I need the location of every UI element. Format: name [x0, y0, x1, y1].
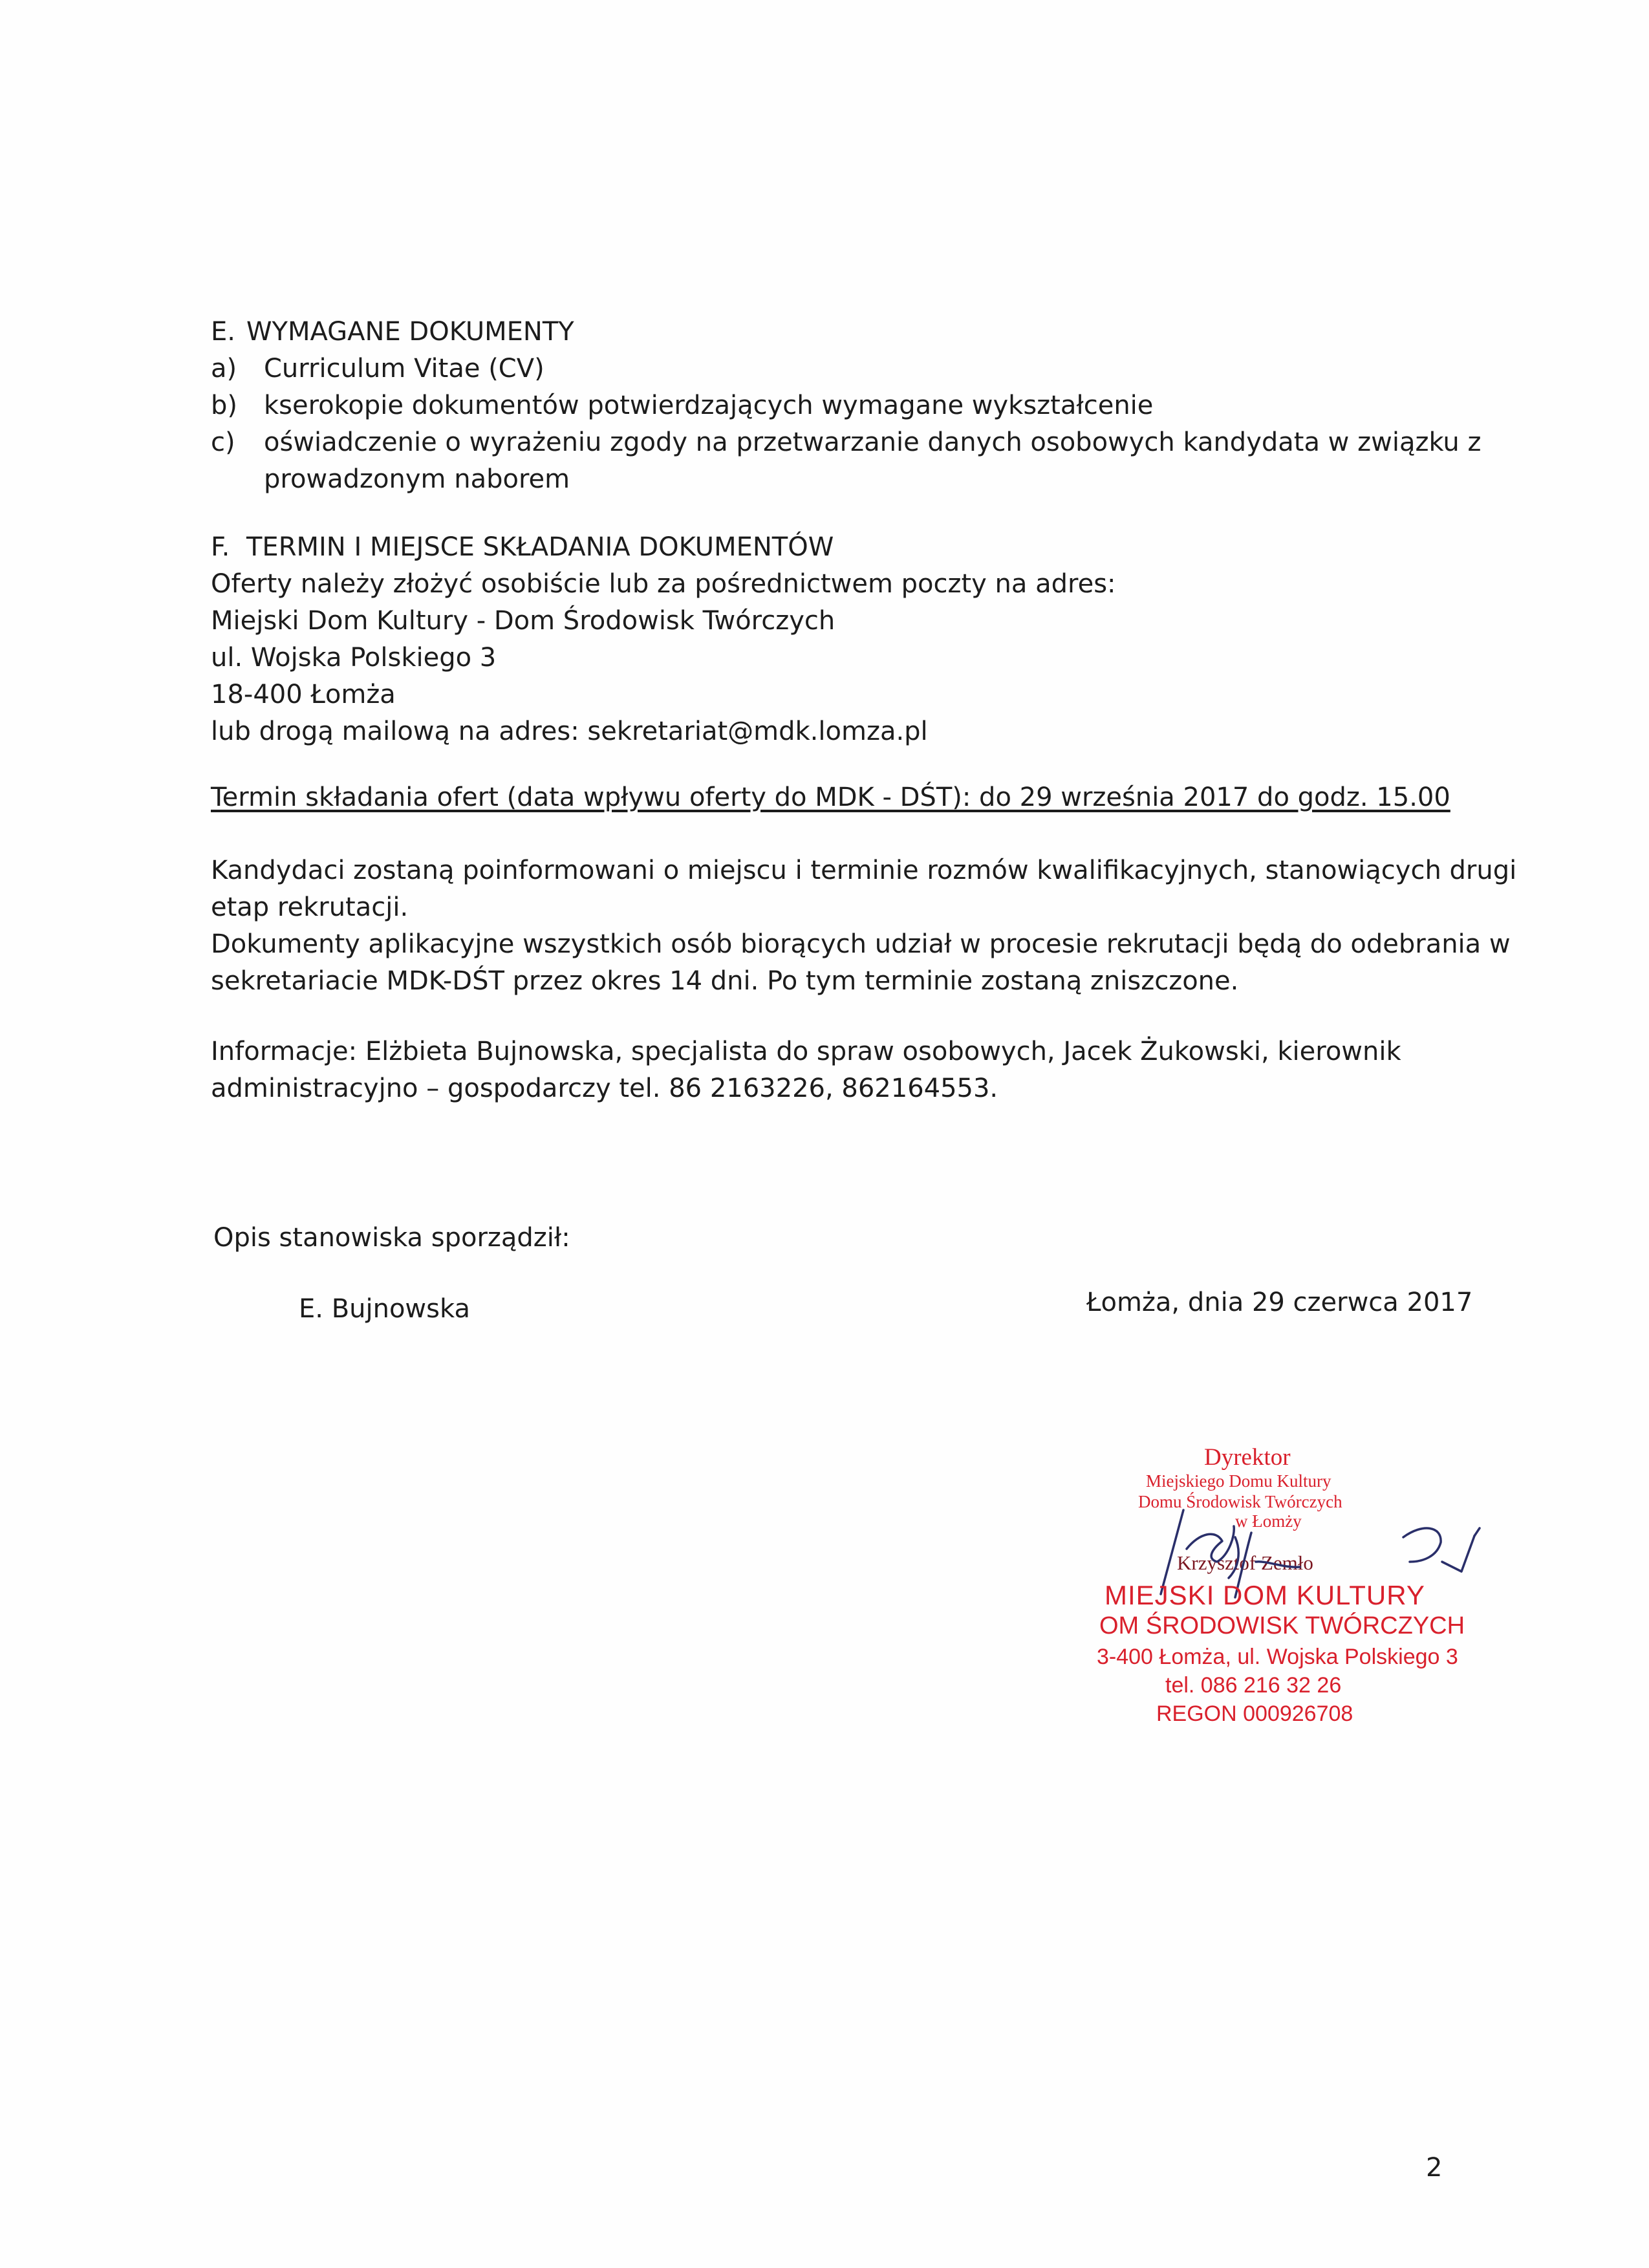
stamp-line: Domu Środowisk Twórczych — [1138, 1492, 1342, 1511]
section-e-label: E. — [211, 317, 235, 347]
section-f-heading — [211, 529, 1116, 566]
section-f — [211, 529, 1116, 750]
stamp-institution-line: OM ŚRODOWISK TWÓRCZYCH — [1099, 1612, 1465, 1639]
stamp-institution-line: MIEJSKI DOM KULTURY — [1105, 1580, 1425, 1610]
list-item — [211, 387, 1481, 424]
stamp-line: w Łomży — [1235, 1511, 1302, 1531]
paragraph-line: sekretariacie MDK-DŚT przez okres 14 dni. Po tym terminie zostaną zniszczone. — [211, 966, 1239, 996]
address-institution: Miejski Dom Kultury - Dom Środowisk Twórczych — [211, 606, 835, 636]
prepared-by-label: Opis stanowiska sporządził: — [213, 1223, 570, 1253]
recruitment-info — [211, 852, 1516, 1000]
section-e-heading — [211, 314, 1481, 351]
paragraph-line: etap rekrutacji. — [211, 892, 409, 922]
section-e — [211, 314, 1481, 498]
page-number: 2 — [1426, 2153, 1443, 2183]
list-item-text: oświadczenie o wyrażeniu zgody na przetwarzanie danych osobowych kandydata w związku z — [264, 427, 1482, 457]
section-e-title: WYMAGANE DOKUMENTY — [246, 317, 574, 347]
stamp-name: Krzysztof Zemło — [1177, 1551, 1313, 1574]
stamp-line: Miejskiego Domu Kultury — [1146, 1471, 1331, 1491]
stamp-institution-line: 3-400 Łomża, ul. Wojska Polskiego 3 — [1097, 1645, 1458, 1669]
place-date: Łomża, dnia 29 czerwca 2017 — [1086, 1288, 1473, 1317]
list-marker: b) — [211, 391, 237, 420]
paragraph-line: administracyjno – gospodarczy tel. 86 2163226, 862164553. — [211, 1074, 998, 1103]
list-item — [211, 424, 1481, 461]
director-stamp — [1086, 1439, 1474, 1743]
offer-instructions: Oferty należy złożyć osobiście lub za pośrednictwem poczty na adres: — [211, 569, 1116, 599]
stamp-institution-line: tel. 086 216 32 26 — [1165, 1673, 1342, 1698]
address-street: ul. Wojska Polskiego 3 — [211, 643, 497, 673]
stamp-institution-line: REGON 000926708 — [1156, 1701, 1353, 1726]
address-city: 18-400 Łomża — [211, 680, 396, 709]
list-item-text: kserokopie dokumentów potwierdzających wymagane wykształcenie — [264, 391, 1154, 420]
paragraph-line: Kandydaci zostaną poinformowani o miejscu i terminie rozmów kwalifikacyjnych, stanowiących drugi — [211, 856, 1517, 885]
deadline-line: Termin składania ofert (data wpływu oferty do MDK - DŚT): do 29 września 2017 do godz. 15.00 — [211, 783, 1450, 812]
contact-info — [211, 1033, 1401, 1107]
list-marker: c) — [211, 427, 235, 457]
stamp-title: Dyrektor — [1204, 1444, 1291, 1471]
paragraph-line: Dokumenty aplikacyjne wszystkich osób biorących udział w procesie rekrutacji będą do odebrania w — [211, 929, 1511, 959]
email-line: lub drogą mailową na adres: sekretariat@mdk.lomza.pl — [211, 717, 928, 746]
author-name: E. Bujnowska — [299, 1294, 470, 1324]
list-item — [211, 351, 1481, 387]
list-item-text: Curriculum Vitae (CV) — [264, 354, 544, 383]
section-f-label: F. — [211, 532, 230, 562]
section-f-title: TERMIN I MIEJSCE SKŁADANIA DOKUMENTÓW — [246, 532, 834, 562]
list-item-continuation: prowadzonym naborem — [264, 464, 570, 494]
paragraph-line: Informacje: Elżbieta Bujnowska, specjalista do spraw osobowych, Jacek Żukowski, kierownik — [211, 1037, 1401, 1066]
list-marker: a) — [211, 354, 237, 383]
